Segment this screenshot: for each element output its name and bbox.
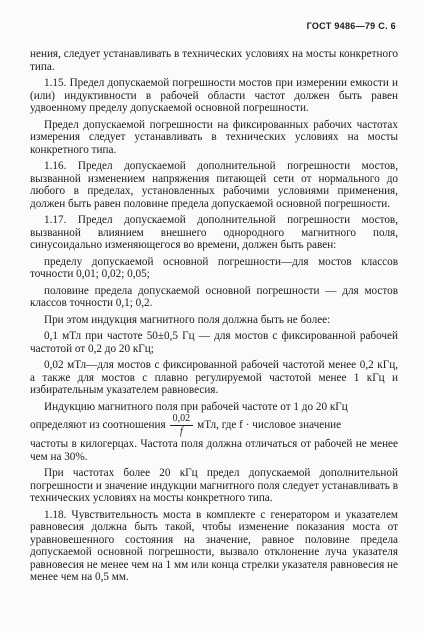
formula-numerator: 0,02 (170, 414, 194, 426)
paragraph-1-16: 1.16. Предел допускаемой дополнительной погрешности мостов, вызванной изменением напряжения питающей сети от нормального до любого в пределах, установленных рабочими условиями применения, должен быть равен половине предела допускаемой основной погрешности. (30, 160, 398, 210)
formula-suffix: мТл, где f · числовое значение (197, 419, 342, 432)
document-body (30, 48, 398, 588)
formula-prefix: определяют из соотношения (30, 419, 166, 432)
paragraph-continuation: нения, следует устанавливать в технических условиях на мосты конкретного типа. (30, 48, 398, 73)
paragraph-induction-01: 0,1 мТл при частоте 50±0,5 Гц — для мостов с фиксированной рабочей частотой от 0,2 до 20 кГц; (30, 330, 398, 355)
formula-fraction (170, 414, 194, 437)
paragraph-1-15: 1.15. Предел допускаемой погрешности мостов при измерении емкости и (или) индуктивности в рабочей области частот должен быть равен удвоенному пределу допускаемой основной погрешности. (30, 77, 398, 114)
paragraph-induction-limit: При этом индукция магнитного поля должна быть не более: (44, 313, 331, 326)
paragraph-induction-range: Индукцию магнитного поля при рабочей частоте от 1 до 20 кГц (44, 400, 348, 413)
paragraph-fixed-frequencies: Предел допускаемой погрешности на фиксированных рабочих частотах измерения следует устанавливать в технических условиях на мосты конкретного типа. (30, 118, 398, 156)
paragraph-classes-half: половине предела допускаемой основной погрешности — для мостов классов точности 0,1; 0,2. (30, 284, 398, 309)
paragraph-1-17: 1.17. Предел допускаемой дополнительной погрешности мостов, вызванной влиянием внешнего однородного магнитного поля, синусоидально изменяющегося во времени, должен быть равен: (30, 214, 398, 251)
page-header: ГОСТ 9486—79 С. 6 (306, 21, 396, 31)
paragraph-frequency-units: частоты в килогерцах. Частота поля должна отличаться от рабочей не менее чем на 30%. (30, 438, 398, 463)
formula-denominator: f (180, 426, 183, 437)
paragraph-classes-basic: пределу допускаемой основной погрешности—для мостов классов точности 0,01; 0,02; 0,05; (30, 255, 398, 280)
paragraph-induction-002: 0,02 мТл—для мостов с фиксированной рабочей частотой менее 0,2 кГц, а также для мостов с плавно регулируемой частотой менее 1 кГц и избирательным указателем равновесия. (30, 359, 398, 396)
paragraph-above-20khz: При частотах более 20 кГц предел допускаемой дополнительной погрешности и значение индукции магнитного поля следует устанавливать в технических условиях на мосты конкретного типа. (30, 467, 398, 504)
formula-line (30, 414, 398, 437)
paragraph-1-18: 1.18. Чувствительность моста в комплекте с генератором и указателем равновесия должна быть такой, чтобы изменение показания моста от уравновешенного состояния на значение, равное половине предела допускаемой основной погрешности, вызвало отклонение луча указателя равновесия не менее чем на 1 мм или конца стрелки указателя равновесия не менее чем на 0,5 мм. (30, 508, 398, 583)
